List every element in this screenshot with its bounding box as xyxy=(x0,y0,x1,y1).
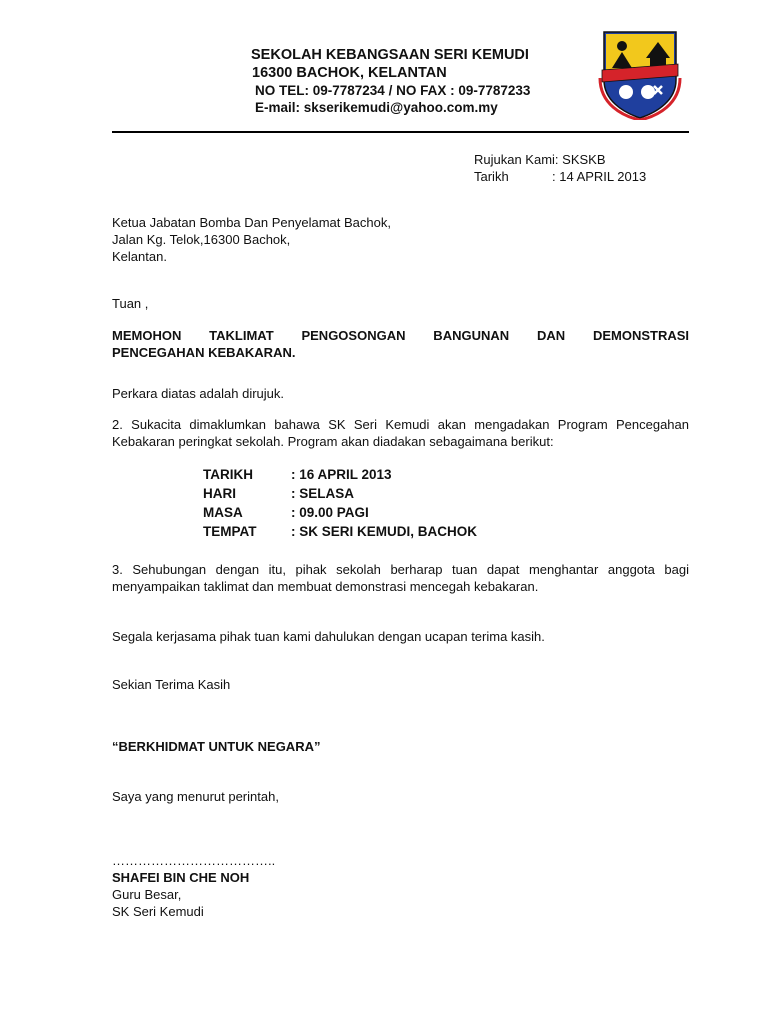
motto: “BERKHIDMAT UNTUK NEGARA” xyxy=(112,739,321,754)
program-value: : SK SERI KEMUDI, BACHOK xyxy=(291,524,478,539)
signature-dots: ……………………………….. xyxy=(112,853,276,868)
program-row xyxy=(203,503,477,522)
reference-value: SKSKB xyxy=(558,152,606,167)
closing-line: Sekian Terima Kasih xyxy=(112,677,231,692)
school-crest-icon xyxy=(596,28,684,120)
school-email: E-mail: skserikemudi@yahoo.com.my xyxy=(255,100,498,115)
program-row xyxy=(203,484,477,503)
program-details xyxy=(203,465,477,541)
salutation: Tuan , xyxy=(112,296,149,311)
school-address: 16300 BACHOK, KELANTAN xyxy=(252,65,447,81)
recipient-line: Jalan Kg. Telok,16300 Bachok, xyxy=(112,232,291,247)
reference-label: Rujukan Kami: xyxy=(474,152,559,167)
program-row xyxy=(203,522,477,541)
program-label: TEMPAT xyxy=(203,524,257,539)
paragraph-reference: Perkara diatas adalah dirujuk. xyxy=(112,386,284,401)
header-divider xyxy=(112,131,689,133)
recipient-line: Ketua Jabatan Bomba Dan Penyelamat Bachok, xyxy=(112,215,391,230)
program-label: MASA xyxy=(203,505,243,520)
program-value: : SELASA xyxy=(291,486,355,501)
signatory-org: SK Seri Kemudi xyxy=(112,904,204,919)
date-label: Tarikh xyxy=(474,169,509,184)
program-label: TARIKH xyxy=(203,467,253,482)
subject-line: MEMOHON TAKLIMAT PENGOSONGAN BANGUNAN DAN DEMONSTRASI xyxy=(112,328,689,343)
program-row xyxy=(203,465,477,484)
subject-line: PENCEGAHAN KEBAKARAN. xyxy=(112,345,296,360)
program-value: : 16 APRIL 2013 xyxy=(291,467,392,482)
program-value: : 09.00 PAGI xyxy=(291,505,369,520)
signatory-title: Guru Besar, xyxy=(112,887,182,902)
letter-subject xyxy=(112,327,689,361)
program-label: HARI xyxy=(203,486,236,501)
date-row xyxy=(474,168,646,185)
obedient-line: Saya yang menurut perintah, xyxy=(112,789,279,804)
signatory-name: SHAFEI BIN CHE NOH xyxy=(112,870,250,885)
paragraph-thanks: Segala kerjasama pihak tuan kami dahulukan dengan ucapan terima kasih. xyxy=(112,629,545,644)
school-phone-fax: NO TEL: 09-7787234 / NO FAX : 09-7787233 xyxy=(255,83,531,98)
recipient-line: Kelantan. xyxy=(112,249,167,264)
paragraph-request: 3. Sehubungan dengan itu, pihak sekolah berharap tuan dapat menghantar anggota bagi menyampaikan taklimat dan membuat demonstrasi mencegah kebakaran. xyxy=(112,562,689,594)
reference-row xyxy=(474,151,646,168)
school-name: SEKOLAH KEBANGSAAN SERI KEMUDI xyxy=(251,47,529,63)
paragraph-program: 2. Sukacita dimaklumkan bahawa SK Seri Kemudi akan mengadakan Program Pencegahan Kebakaran peringkat sekolah. Program akan diadakan sebagaimana berikut: xyxy=(112,417,689,449)
reference-block xyxy=(474,151,646,185)
signature-block xyxy=(112,852,275,920)
date-value: : 14 APRIL 2013 xyxy=(552,169,647,184)
recipient-address xyxy=(112,214,391,265)
